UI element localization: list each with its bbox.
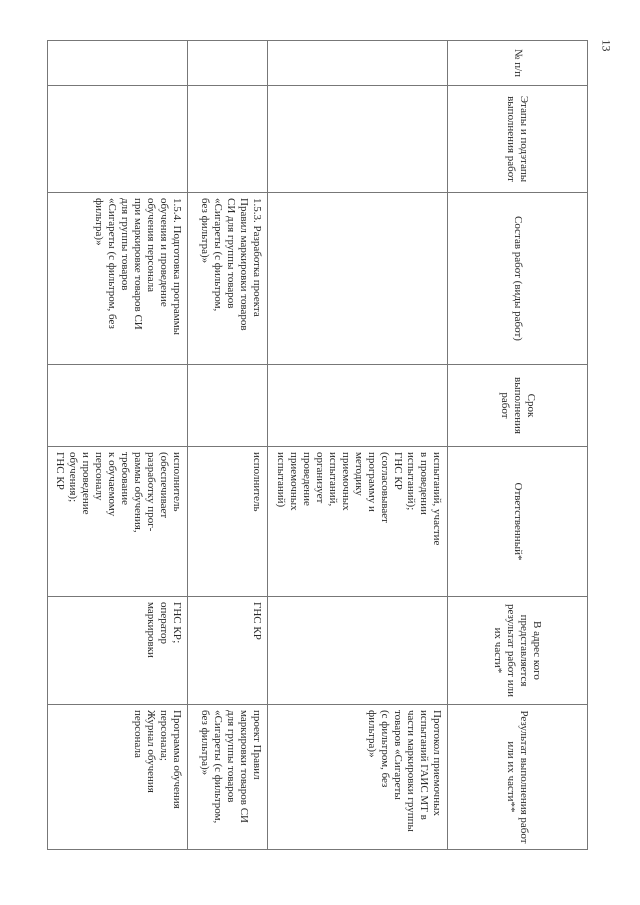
- text-line: организует: [314, 452, 326, 504]
- text-line: приемочных: [288, 452, 300, 511]
- text-line: Правил маркировки товаров: [238, 198, 250, 331]
- cell-responsible: [188, 447, 268, 597]
- text-line: обучения и проведение: [158, 198, 170, 307]
- text-line: и проведение: [80, 452, 92, 515]
- text-line: без фильтра)»: [199, 710, 211, 776]
- text-line: испытаний);: [405, 452, 417, 511]
- header-no: № п/п: [448, 41, 588, 86]
- cell-deadline: [48, 365, 188, 447]
- cell-composition: [268, 193, 448, 365]
- cell-addressee: [188, 597, 268, 705]
- text-line: обучения);: [67, 452, 79, 503]
- text-line: требование: [119, 452, 131, 506]
- table-row: [48, 41, 188, 850]
- header-addressee: В адрес кого представляется результат работ или их части*: [448, 597, 588, 705]
- text-line: маркировки: [145, 602, 157, 658]
- header-deadline: Срок выполнения работ: [448, 365, 588, 447]
- text-line: методику: [353, 452, 365, 496]
- text-line: «Сигареты (с фильтром, без: [106, 198, 118, 329]
- text-line: оператор: [158, 602, 170, 645]
- cell-result: [268, 705, 448, 850]
- header-stages: Этапы и подэтапы выполнения работ: [448, 86, 588, 193]
- cell-addressee: [48, 597, 188, 705]
- text-line: ГНС КР: [251, 602, 263, 640]
- text-line: для группы товаров: [119, 198, 131, 291]
- text-line: 1.5.3. Разработка проекта: [251, 198, 263, 317]
- text-line: испытаний): [275, 452, 287, 508]
- text-line: исполнитель: [171, 452, 183, 512]
- cell-no: [48, 41, 188, 86]
- text-line: (обеспечивает: [158, 452, 170, 519]
- text-line: без фильтра)»: [199, 198, 211, 264]
- cell-no: [188, 41, 268, 86]
- text-line: для группы товаров: [225, 710, 237, 803]
- text-line: фильтра)»: [366, 710, 378, 758]
- header-responsible: Ответственный*: [448, 447, 588, 597]
- text-line: персоналу: [93, 452, 105, 501]
- text-line: ГНС КР;: [171, 602, 183, 644]
- table-row: [268, 41, 448, 850]
- text-line: испытаний ГАИС МТ в: [418, 710, 430, 820]
- cell-result: [188, 705, 268, 850]
- text-line: раммы обучения,: [132, 452, 144, 533]
- text-line: «Сигареты (с фильтром,: [212, 710, 224, 824]
- table-row: [188, 41, 268, 850]
- text-line: (с фильтром, без: [379, 710, 391, 788]
- text-line: 1.5.4. Подготовка программы: [171, 198, 183, 336]
- text-line: товаров «Сигареты: [392, 710, 404, 800]
- text-line: испытаний,: [327, 452, 339, 507]
- text-line: испытаний, участие: [431, 452, 443, 546]
- text-line: при маркировке товаров СИ: [132, 198, 144, 330]
- header-result: Результат выполнения работ или их части**: [448, 705, 588, 850]
- cell-stage: [48, 86, 188, 193]
- text-line: Протокол приемочных: [431, 710, 443, 816]
- cell-composition: [48, 193, 188, 365]
- text-line: исполнитель: [251, 452, 263, 512]
- text-line: к обучаемому: [106, 452, 118, 517]
- cell-stage: [268, 86, 448, 193]
- text-line: в проведении: [418, 452, 430, 515]
- text-line: проведение: [301, 452, 313, 506]
- text-line: ГНС КР: [392, 452, 404, 490]
- text-line: программу и: [366, 452, 378, 512]
- text-line: обучения персонала: [145, 198, 157, 293]
- text-line: приемочных: [340, 452, 352, 511]
- cell-deadline: [188, 365, 268, 447]
- text-line: разработку прог-: [145, 452, 157, 532]
- text-line: Журнал обучения: [145, 710, 157, 793]
- text-line: части маркировки группы: [405, 710, 417, 832]
- header-composition: Состав работ (виды работ): [448, 193, 588, 365]
- text-line: персонала;: [158, 710, 170, 761]
- page-number: 13: [599, 39, 614, 52]
- text-line: (согласовывает: [379, 452, 391, 523]
- cell-no: [268, 41, 448, 86]
- header-row: [448, 41, 588, 850]
- cell-addressee: [268, 597, 448, 705]
- text-line: Программа обучения: [171, 710, 183, 809]
- cell-responsible: [48, 447, 188, 597]
- text-line: проект Правил: [251, 710, 263, 780]
- text-line: персонала: [132, 710, 144, 758]
- text-line: маркировки товаров СИ: [238, 710, 250, 823]
- text-line: «Сигареты (с фильтром,: [212, 198, 224, 312]
- text-line: фильтра)»: [93, 198, 105, 246]
- cell-deadline: [268, 365, 448, 447]
- text-line: ГНС КР: [54, 452, 66, 490]
- cell-stage: [188, 86, 268, 193]
- work-plan-table: [47, 40, 588, 850]
- text-line: СИ для группы товаров: [225, 198, 237, 309]
- cell-responsible: [268, 447, 448, 597]
- cell-composition: [188, 193, 268, 365]
- cell-result: [48, 705, 188, 850]
